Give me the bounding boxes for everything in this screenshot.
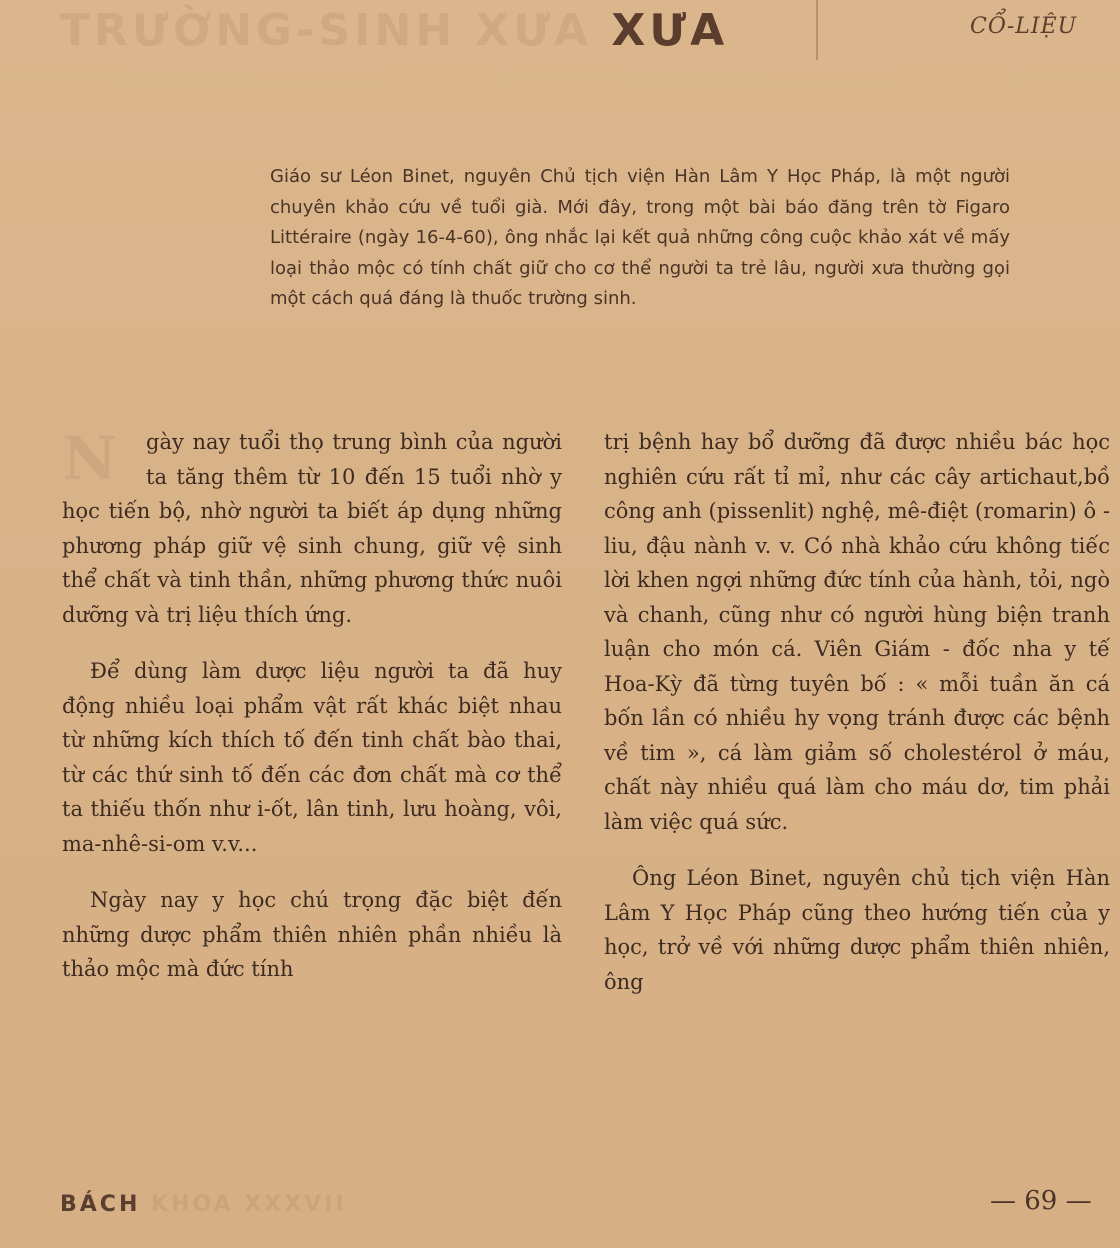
left-paragraph-2: Để dùng làm dược liệu người ta đã huy động nhiều loại phẩm vật rất khác biệt nhau từ những kích thích tố đến tinh chất bào thai, từ các thứ sinh tố đến các đơn chất mà cơ thể ta thiếu thốn như i-ốt, lân tinh, lưu hoàng, vôi, ma-nhê-si-om v.v... (62, 659, 562, 856)
left-paragraph-3: Ngày nay y học chú trọng đặc biệt đến những dược phẩm thiên nhiên phần nhiều là thảo mộc mà đức tính (62, 888, 562, 981)
dropcap: N (62, 424, 117, 494)
right-column (604, 425, 1110, 1021)
header-divider (816, 0, 818, 60)
article-title-visible: XƯA (611, 5, 729, 56)
right-paragraph-1: trị bệnh hay bổ dưỡng đã được nhiều bác học nghiên cứu rất tỉ mỉ, như các cây artichaut,bồ công anh (pissenlit) nghệ, mê-điệt (romarin) ô - liu, đậu nành v. v. Có nhà khảo cứu không tiếc lời khen ngợi những đức tính của hành, tỏi, ngò và chanh, cũng như có người hùng biện tranh luận cho món cá. Viên Giám - đốc nha y tế Hoa-Kỳ đã từng tuyên bố : « mỗi tuần ăn cá bốn lần có nhiều hy vọng tránh được các bệnh về tim », cá làm giảm số cholestérol ở máu, chất này nhiều quá làm cho máu dơ, tim phải làm việc quá sức. (604, 430, 1110, 834)
section-name: CỔ-LIỆU (970, 14, 1078, 39)
intro-paragraph: Giáo sư Léon Binet, nguyên Chủ tịch viện Hàn Lâm Y Học Pháp, là một người chuyên khảo cứu về tuổi già. Mới đây, trong một bài báo đăng trên tờ Figaro Littéraire (ngày 16-4-60), ông nhắc lại kết quả những công cuộc khảo xát về mấy loại thảo mộc có tính chất giữ cho cơ thể người ta trẻ lâu, người xưa thường gọi một cách quá đáng là thuốc trường sinh. (270, 166, 1010, 309)
magazine-name-visible: BÁCH (60, 1192, 141, 1217)
article-title (60, 0, 800, 62)
page-number: — 69 — (990, 1186, 1092, 1216)
right-paragraph-2: Ông Léon Binet, nguyên chủ tịch viện Hàn Lâm Y Học Pháp cũng theo hướng tiến của y học, trở về với những dược phẩm thiên nhiên, ông (604, 866, 1110, 994)
left-paragraph-1-text: gày nay tuổi thọ trung bình của người ta tăng thêm từ 10 đến 15 tuổi nhờ y học tiến bộ, nhờ người ta biết áp dụng những phương pháp giữ vệ sinh chung, giữ vệ sinh thể chất và tinh thần, những phương thức nuôi dưỡng và trị liệu thích ứng. (62, 430, 562, 627)
left-column (62, 425, 562, 1009)
magazine-name-faded: KHOA XXXVII (151, 1192, 347, 1217)
magazine-name (60, 1192, 347, 1217)
left-paragraph-1 (62, 425, 562, 632)
article-title-faded: TRƯỜNG-SINH XƯA (60, 5, 593, 56)
